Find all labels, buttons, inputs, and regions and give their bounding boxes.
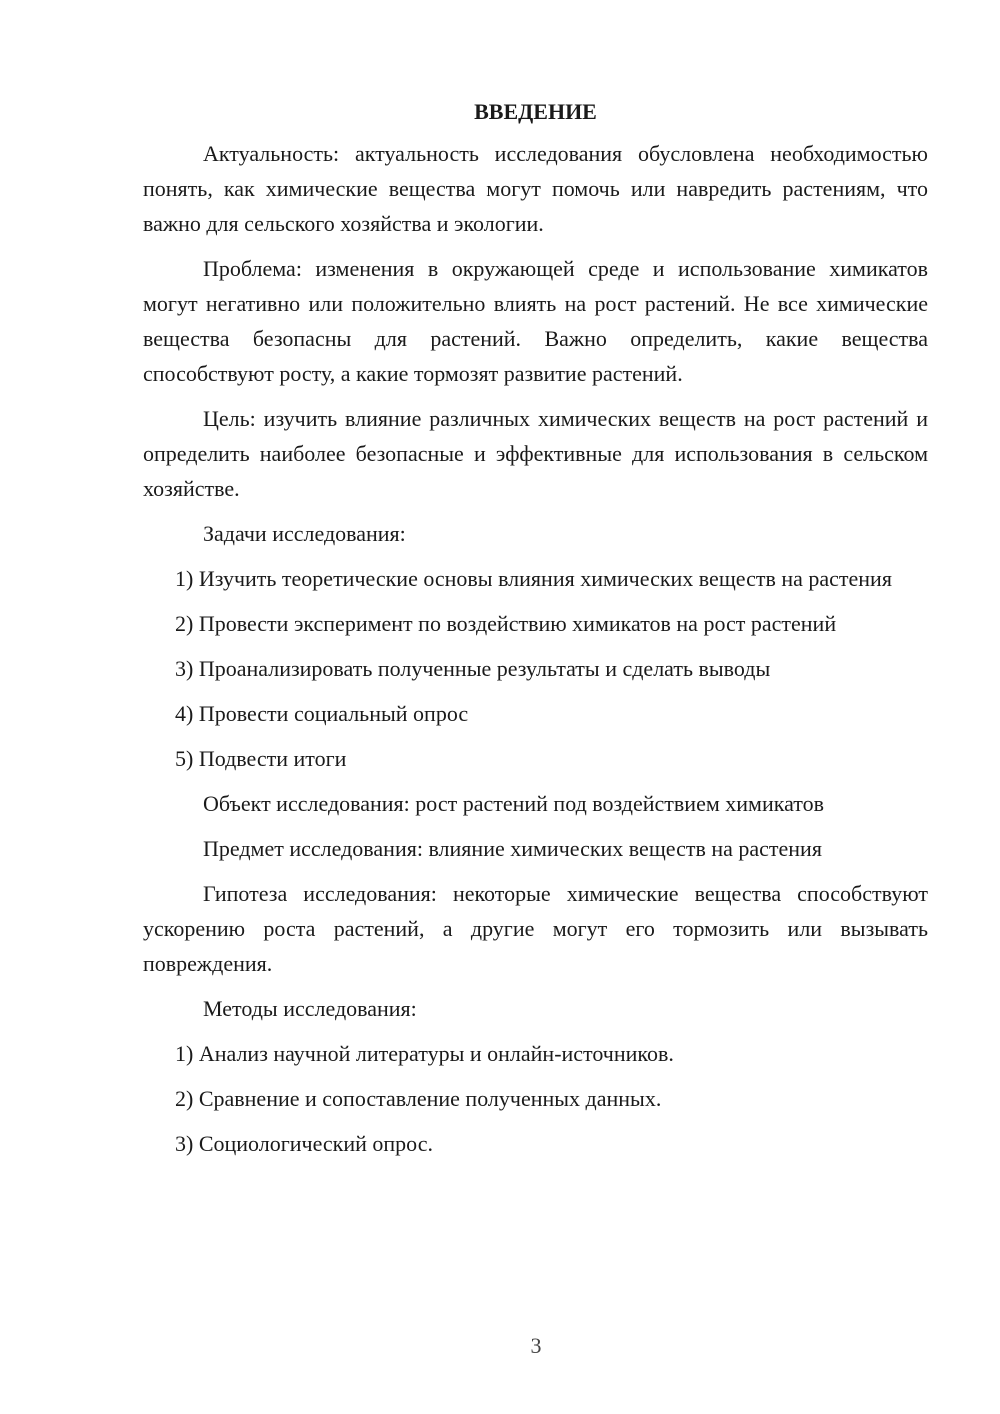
tasks-heading: Задачи исследования: bbox=[203, 521, 406, 546]
task-item-1: 1) Изучить теоретические основы влияния химических веществ на растения bbox=[175, 566, 892, 591]
page-number: 3 bbox=[530, 1333, 542, 1358]
goal-paragraph: Цель: изучить влияние различных химических веществ на рост растений и определить наиболее безопасные и эффективные для использования в сельском хозяйстве. bbox=[143, 406, 928, 501]
methods-heading: Методы исследования: bbox=[203, 996, 417, 1021]
page-content bbox=[143, 94, 928, 1171]
method-item-2: 2) Сравнение и сопоставление полученных данных. bbox=[175, 1086, 662, 1111]
task-item-3: 3) Проанализировать полученные результаты и сделать выводы bbox=[175, 656, 771, 681]
problem-paragraph: Проблема: изменения в окружающей среде и использование химикатов могут негативно или положительно влиять на рост растений. Не все химические вещества безопасны для растений. Важно определить, какие вещества способствуют росту, а какие тормозят развитие растений. bbox=[143, 256, 928, 386]
hypothesis-paragraph: Гипотеза исследования: некоторые химические вещества способствуют ускорению роста растений, а другие могут его тормозить или вызывать повреждения. bbox=[143, 881, 928, 976]
method-item-1: 1) Анализ научной литературы и онлайн-источников. bbox=[175, 1041, 674, 1066]
subject-paragraph: Предмет исследования: влияние химических веществ на растения bbox=[203, 836, 822, 861]
task-item-2: 2) Провести эксперимент по воздействию химикатов на рост растений bbox=[175, 611, 837, 636]
relevance-paragraph: Актуальность: актуальность исследования обусловлена необходимостью понять, как химические вещества могут помочь или навредить растениям, что важно для сельского хозяйства и экологии. bbox=[143, 141, 928, 236]
task-item-5: 5) Подвести итоги bbox=[175, 746, 347, 771]
task-item-4: 4) Провести социальный опрос bbox=[175, 701, 469, 726]
object-paragraph: Объект исследования: рост растений под воздействием химикатов bbox=[203, 791, 824, 816]
section-title: ВВЕДЕНИЕ bbox=[474, 99, 597, 124]
method-item-3: 3) Социологический опрос. bbox=[175, 1131, 433, 1156]
